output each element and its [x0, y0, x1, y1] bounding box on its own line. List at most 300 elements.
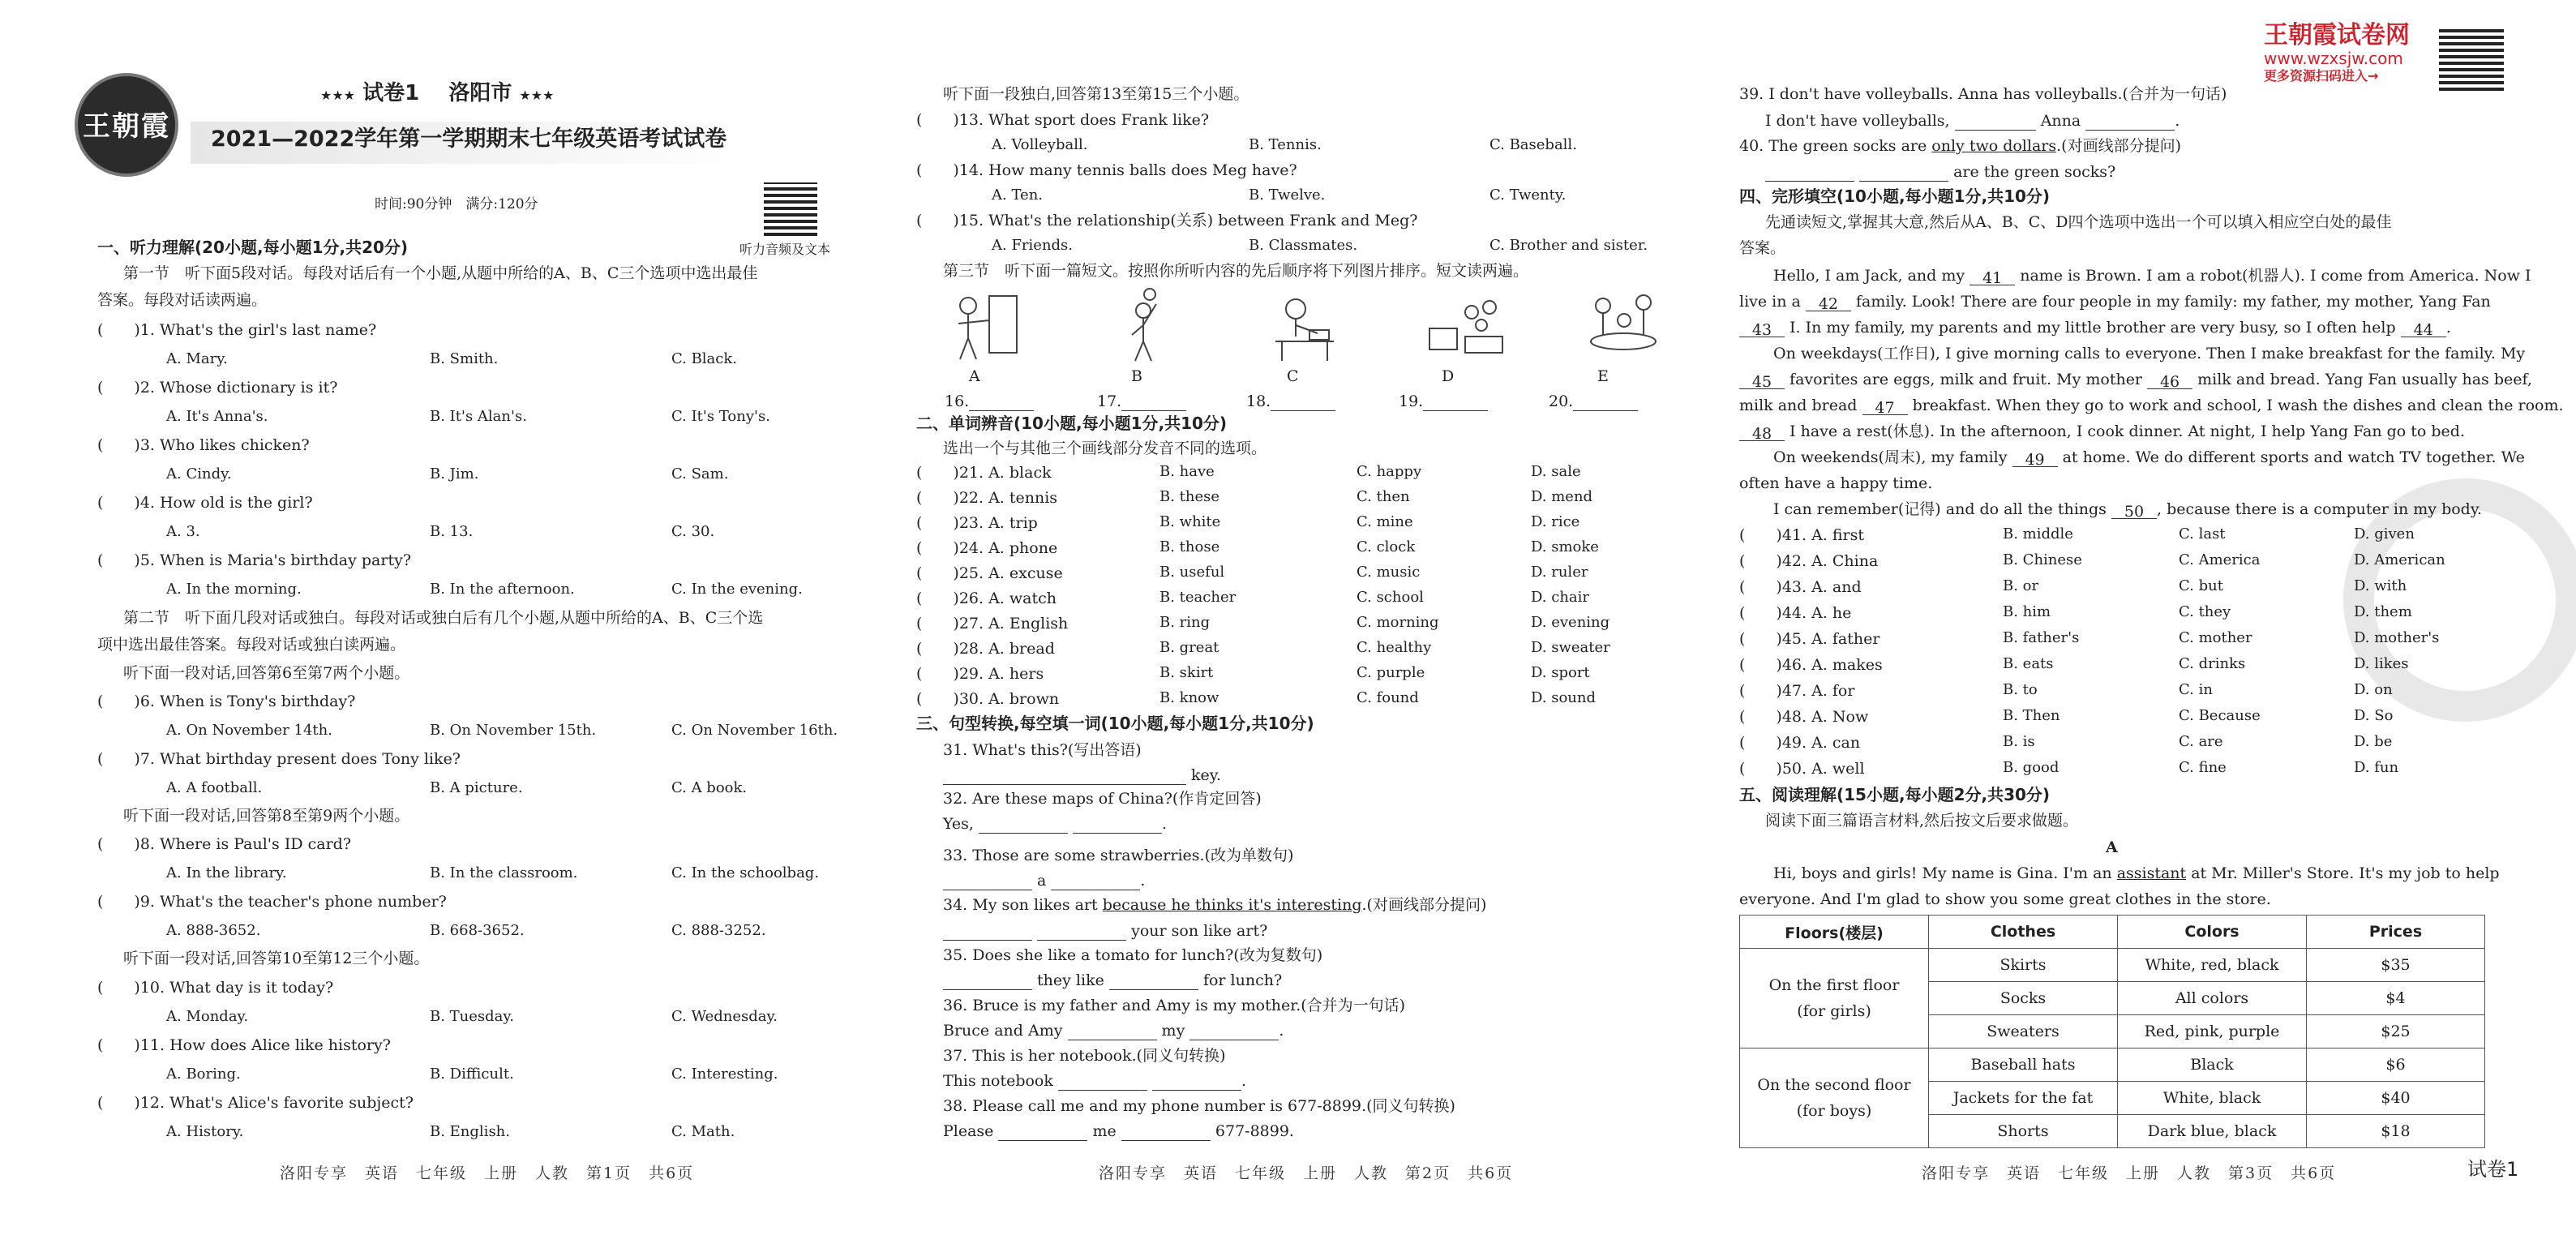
text: I don't have volleyballs, [1765, 112, 1950, 130]
page-1 [0, 0, 872, 1235]
sentence-33-answer: a . [943, 871, 1145, 890]
brand-url[interactable]: www.wzxsjw.com [2264, 49, 2403, 68]
text: me [1092, 1122, 1117, 1140]
cloze-option[interactable]: C. Because [2179, 707, 2261, 724]
option[interactable]: A. Mary. [166, 350, 228, 367]
option[interactable]: C. It's Tony's. [671, 408, 770, 425]
blank[interactable] [1037, 924, 1126, 941]
phonics-option[interactable]: B. have [1159, 463, 1215, 480]
phonics-option[interactable]: C. school [1357, 589, 1424, 606]
text: a [1037, 872, 1047, 890]
text: I have a rest(休息). In the afternoon, I cook dinner. At night, I help Yang Fan go to bed. [1789, 422, 2465, 440]
option[interactable]: A. History. [166, 1123, 244, 1140]
text: family. Look! There are four people in my family: my father, my mother, Yang Fan [1855, 293, 2491, 311]
phonics-option[interactable]: B. those [1159, 538, 1220, 555]
number: 18. [1246, 392, 1271, 410]
blank[interactable] [1073, 817, 1162, 834]
cloze-option[interactable]: B. is [2003, 733, 2035, 750]
cloze-option[interactable]: C. but [2179, 577, 2223, 594]
cloze-blank[interactable]: 46 [2147, 372, 2192, 389]
sentence-33: 33. Those are some strawberries.(改为单数句) [943, 847, 1294, 864]
text: Bruce and Amy [943, 1022, 1063, 1040]
blank[interactable] [1271, 394, 1335, 411]
group-instruction: 听下面一段对话,回答第10至第12三个小题。 [123, 950, 430, 967]
blank[interactable] [943, 973, 1032, 990]
option[interactable]: A. It's Anna's. [166, 408, 268, 425]
part-1-instructions: 第一节 听下面5段对话。每段对话后有一个小题,从题中所给的A、B、C三个选项中选出最佳 [123, 264, 758, 282]
text: I can remember(记得) and do all the things [1773, 500, 2107, 518]
picture-label: B [1131, 367, 1142, 385]
text: Yes, [943, 815, 974, 833]
question-5: ( )5. When is Maria's birthday party? [97, 551, 412, 569]
option[interactable]: C. In the schoolbag. [671, 864, 820, 881]
text: On weekends(周末), my family [1773, 448, 2008, 466]
cloze-option[interactable]: C. in [2179, 681, 2213, 698]
page-footer: 洛阳专享 英语 七年级 上册 人教 第3页 共6页 [1922, 1164, 2337, 1182]
phonics-option[interactable]: C. then [1357, 488, 1410, 505]
cloze-line-6 [1739, 396, 2564, 415]
phonics-option[interactable]: B. know [1159, 689, 1219, 706]
phonics-question: ( )25. A. excuse [916, 564, 1063, 582]
number: 17. [1097, 392, 1122, 410]
option[interactable]: C. Black. [671, 350, 737, 367]
blank[interactable] [1955, 114, 2036, 131]
table-cell: $40 [2307, 1082, 2485, 1115]
option[interactable]: A. Monday. [166, 1008, 249, 1025]
phonics-option[interactable]: B. skirt [1159, 664, 1214, 681]
option[interactable]: B. Twelve. [1249, 187, 1326, 204]
text: favorites are eggs, milk and fruit. My mother [1789, 371, 2143, 388]
option[interactable]: C. Twenty. [1489, 187, 1567, 204]
text: 677-8899. [1215, 1122, 1294, 1140]
column-header: Clothes [1929, 916, 2118, 949]
cloze-line-8 [1773, 448, 2525, 467]
table-cell: $25 [2307, 1015, 2485, 1048]
phonics-option[interactable]: D. mend [1531, 488, 1593, 505]
table-cell: Baseball hats [1929, 1048, 2118, 1082]
answer-17[interactable] [1097, 392, 1186, 411]
option[interactable]: A. Volleyball. [992, 136, 1088, 153]
option[interactable]: B. 13. [430, 523, 474, 540]
phonics-option[interactable]: D. sound [1531, 689, 1597, 706]
table-cell: Socks [1929, 982, 2118, 1015]
question-9: ( )9. What's the teacher's phone number? [97, 893, 447, 911]
column-header: Prices [2307, 916, 2485, 949]
option[interactable]: C. A book. [671, 779, 748, 796]
paper-heading [320, 81, 555, 105]
phonics-option[interactable]: D. evening [1531, 614, 1610, 631]
phonics-question: ( )30. A. brown [916, 690, 1060, 708]
cloze-question: ( )49. A. can [1739, 734, 1861, 752]
cloze-question: ( )43. A. and [1739, 578, 1862, 596]
text: at Mr. Miller's Store. It's my job to help [2186, 864, 2500, 882]
question-11: ( )11. How does Alice like history? [97, 1036, 391, 1054]
phonics-option[interactable]: B. these [1159, 488, 1220, 505]
table-cell: $35 [2307, 949, 2485, 982]
option[interactable]: B. Classmates. [1249, 237, 1358, 254]
cloze-option[interactable]: B. father's [2003, 629, 2080, 646]
phonics-option[interactable]: D. ruler [1531, 564, 1588, 581]
cloze-line-10 [1773, 500, 2482, 519]
cloze-question: ( )41. A. first [1739, 526, 1865, 544]
blank[interactable] [1109, 973, 1198, 990]
question-6: ( )6. When is Tony's birthday? [97, 693, 356, 710]
cloze-blank[interactable]: 48 [1739, 424, 1785, 441]
option[interactable]: B. Tennis. [1249, 136, 1322, 153]
section-2-instructions: 选出一个与其他三个画线部分发音不同的选项。 [943, 440, 1267, 457]
cloze-line-3: 43 I. In my family, my parents and my little brother are very busy, so I often help 44 . [1739, 318, 2451, 337]
cloze-line-5 [1739, 370, 2532, 389]
option[interactable]: B. A picture. [430, 779, 523, 796]
phonics-question: ( )28. A. bread [916, 640, 1055, 658]
phonics-question: ( )29. A. hers [916, 665, 1044, 683]
cloze-question: ( )42. A. China [1739, 552, 1879, 570]
page-3 [1731, 0, 2576, 1235]
number: 19. [1399, 392, 1424, 410]
cloze-option[interactable]: C. they [2179, 603, 2231, 620]
question-1: ( )1. What's the girl's last name? [97, 321, 377, 339]
cloze-blank[interactable]: 47 [1862, 398, 1908, 415]
cloze-blank[interactable]: 49 [2012, 450, 2058, 467]
phonics-question: ( )22. A. tennis [916, 489, 1058, 507]
text: your son like art? [1131, 922, 1268, 940]
audio-label: 听力音频及文本 [739, 242, 831, 257]
qr-code-icon[interactable] [764, 182, 817, 236]
option[interactable]: B. Smith. [430, 350, 499, 367]
page-footer: 洛阳专享 英语 七年级 上册 人教 第2页 共6页 [1099, 1164, 1514, 1182]
option[interactable]: B. Difficult. [430, 1066, 514, 1083]
option[interactable]: B. English. [430, 1123, 510, 1140]
cloze-option[interactable]: D. fun [2354, 759, 2399, 776]
cloze-blank[interactable]: 41 [1970, 268, 2015, 285]
picture-label: C [1287, 367, 1299, 385]
group-instruction: 听下面一段对话,回答第8至第9两个小题。 [123, 807, 410, 825]
picture-c-boy-at-desk-icon [1259, 288, 1348, 366]
cloze-option[interactable]: B. good [2003, 759, 2060, 776]
phonics-option[interactable]: C. clock [1357, 538, 1416, 555]
cloze-option[interactable]: B. to [2003, 681, 2038, 698]
text: 34. My son likes art [943, 896, 1103, 914]
text: at home. We do different sports and watch TV together. We [2062, 448, 2525, 466]
picture-e-family-dinner-icon [1579, 288, 1668, 366]
cloze-option[interactable]: C. America [2179, 551, 2261, 568]
option[interactable]: B. In the classroom. [430, 864, 578, 881]
part-2-instructions: 第二节 听下面几段对话或独白。每段对话或独白后有几个小题,从题中所给的A、B、C三个选 [123, 609, 764, 627]
exam-title: 2021—2022学年第一学期期末七年级英语考试试卷 [211, 127, 727, 152]
cloze-option[interactable]: D. on [2354, 681, 2393, 698]
blank[interactable] [943, 873, 1032, 890]
cloze-option[interactable]: B. middle [2003, 525, 2073, 542]
text: key. [1191, 766, 1222, 784]
cloze-option[interactable]: D. So [2354, 707, 2394, 724]
group-instruction: 听下面一段独白,回答第13至第15三个小题。 [943, 85, 1249, 103]
option[interactable]: C. Baseball. [1489, 136, 1577, 153]
option[interactable]: C. Wednesday. [671, 1008, 778, 1025]
cloze-option[interactable]: B. Then [2003, 707, 2060, 724]
phonics-option[interactable]: C. found [1357, 689, 1419, 706]
cloze-option[interactable]: C. mother [2179, 629, 2252, 646]
table-cell: $18 [2307, 1115, 2485, 1148]
cloze-option[interactable]: D. American [2354, 551, 2445, 568]
text: Anna [2040, 112, 2081, 130]
option[interactable]: B. Jim. [430, 465, 479, 482]
option[interactable]: A. Friends. [992, 237, 1074, 254]
table-cell: Jackets for the fat [1929, 1082, 2118, 1115]
floor-note: (for girls) [1797, 1002, 1871, 1020]
picture-label: D [1442, 367, 1455, 385]
table-cell: Sweaters [1929, 1015, 2118, 1048]
text: 40. The green socks are [1739, 137, 1932, 155]
option[interactable]: A. 888-3652. [166, 922, 261, 939]
cloze-option[interactable]: D. given [2354, 525, 2415, 542]
question-4: ( )4. How old is the girl? [97, 494, 313, 512]
cloze-question: ( )47. A. for [1739, 682, 1855, 700]
stars: ★★★ [320, 88, 356, 103]
cloze-option[interactable]: C. fine [2179, 759, 2227, 776]
answer-19[interactable] [1399, 392, 1488, 411]
option[interactable]: C. Interesting. [671, 1066, 778, 1083]
floor-cell [1740, 1048, 1929, 1148]
cloze-option[interactable]: C. drinks [2179, 655, 2246, 672]
option[interactable]: C. Sam. [671, 465, 729, 482]
phonics-option[interactable]: C. mine [1357, 513, 1413, 530]
phonics-option[interactable]: C. healthy [1357, 639, 1432, 656]
section-5-title: 五、阅读理解(15小题,每小题2分,共30分) [1739, 785, 2051, 804]
city: 洛阳市 [448, 81, 512, 105]
cloze-option[interactable]: B. eats [2003, 655, 2054, 672]
picture-a-girl-at-fridge-icon [941, 288, 1030, 366]
sentence-34-answer [943, 921, 1267, 941]
blank[interactable] [2085, 114, 2175, 131]
cloze-option[interactable]: C. are [2179, 733, 2223, 750]
column-header: Colors [2118, 916, 2307, 949]
cloze-line-2 [1739, 292, 2491, 311]
blank[interactable] [969, 394, 1034, 411]
text: Hi, boys and girls! My name is Gina. I'm an [1773, 864, 2117, 882]
cloze-blank[interactable]: 43 [1739, 320, 1785, 337]
picture-b-boy-playing-ball-icon [1103, 288, 1192, 366]
page-footer: 洛阳专享 英语 七年级 上册 人教 第1页 共6页 [280, 1164, 695, 1182]
option[interactable]: A. A football. [166, 779, 263, 796]
floor-label: On the second floor [1757, 1076, 1911, 1094]
text: Please [943, 1122, 994, 1140]
option[interactable]: C. Math. [671, 1123, 735, 1140]
phonics-option[interactable]: D. rice [1531, 513, 1580, 530]
passage-a-line-1 [1773, 864, 2500, 883]
wangzhaoxia-logo: 王朝霞 [75, 73, 178, 177]
cloze-blank[interactable]: 42 [1806, 294, 1851, 311]
table-cell: White, red, black [2118, 949, 2307, 982]
option[interactable]: A. In the library. [166, 864, 287, 881]
question-14: ( )14. How many tennis balls does Meg have? [916, 161, 1297, 179]
cloze-option[interactable]: D. likes [2354, 655, 2409, 672]
cloze-blank[interactable]: 44 [2401, 320, 2446, 337]
phonics-option[interactable]: B. great [1159, 639, 1219, 656]
option[interactable]: A. On November 14th. [166, 722, 332, 739]
text: name is Brown. I am a robot(机器人). I come from America. Now I [2020, 267, 2531, 285]
table-row [1740, 949, 2485, 982]
text: .(对画线部分提问) [1361, 896, 1487, 914]
floor-cell [1740, 949, 1929, 1048]
table-cell: All colors [2118, 982, 2307, 1015]
option[interactable]: B. In the afternoon. [430, 581, 575, 598]
question-3: ( )3. Who likes chicken? [97, 436, 310, 454]
cloze-line-1 [1773, 266, 2531, 285]
phonics-option[interactable]: B. ring [1159, 614, 1211, 631]
phonics-option[interactable]: C. purple [1357, 664, 1425, 681]
sentence-37-answer: This notebook . [943, 1072, 1247, 1090]
section-1-title: 一、听力理解(20小题,每小题1分,共20分) [97, 238, 409, 257]
floor-note: (for boys) [1796, 1102, 1872, 1120]
phonics-question: ( )27. A. English [916, 615, 1069, 633]
blank[interactable] [1859, 165, 1948, 182]
text: for lunch? [1202, 971, 1283, 989]
blank[interactable] [1152, 1074, 1241, 1091]
blank[interactable] [943, 768, 1186, 785]
option[interactable]: B. Tuesday. [430, 1008, 514, 1025]
picture-d-family-watching-tv-icon [1421, 288, 1511, 366]
blank[interactable] [998, 1124, 1087, 1141]
underlined-text: because he thinks it's interesting [1102, 896, 1362, 914]
text: Hello, I am Jack, and my [1773, 267, 1965, 285]
phonics-option[interactable]: D. sweater [1531, 639, 1610, 656]
cloze-option[interactable]: D. mother's [2354, 629, 2440, 646]
cloze-line-9: often have a happy time. [1739, 474, 1933, 492]
cloze-option[interactable]: D. be [2354, 733, 2393, 750]
sentence-40-answer [1765, 162, 2115, 182]
phonics-option[interactable]: D. smoke [1531, 538, 1599, 555]
cloze-blank[interactable]: 45 [1739, 372, 1785, 389]
blank[interactable] [1573, 394, 1638, 411]
sentence-35-answer [943, 971, 1282, 990]
section-2-title: 二、单词辨音(10小题,每小题1分,共10分) [916, 414, 1228, 433]
cloze-question: ( )50. A. well [1739, 760, 1865, 778]
cloze-question: ( )45. A. father [1739, 630, 1880, 648]
table-cell: Red, pink, purple [2118, 1015, 2307, 1048]
blank[interactable] [1121, 394, 1186, 411]
blank[interactable] [1121, 1124, 1211, 1141]
blank[interactable] [1068, 1023, 1157, 1040]
sentence-31-answer [943, 765, 1221, 785]
phonics-option[interactable]: B. useful [1159, 564, 1225, 581]
section-5-instructions: 阅读下面三篇语言材料,然后按文后要求做题。 [1765, 812, 2079, 830]
option[interactable]: C. In the evening. [671, 581, 803, 598]
answer-20[interactable] [1549, 392, 1638, 411]
table-header-row [1740, 916, 2485, 949]
option[interactable]: A. Cindy. [166, 465, 232, 482]
store-price-table [1739, 915, 2485, 1148]
sentence-36-answer: Bruce and Amy my . [943, 1022, 1284, 1040]
text: breakfast. When they go to work and school, I wash the dishes and clean the room. [1912, 397, 2564, 414]
cloze-option[interactable]: D. with [2354, 577, 2407, 594]
cloze-option[interactable]: C. last [2179, 525, 2226, 542]
text: .(对画线部分提问) [2056, 137, 2181, 155]
phonics-option[interactable]: D. sport [1531, 664, 1590, 681]
option[interactable]: B. It's Alan's. [430, 408, 527, 425]
text: This notebook [943, 1072, 1053, 1090]
text: are the green socks? [1953, 163, 2116, 181]
cloze-option[interactable]: B. Chinese [2003, 551, 2082, 568]
sentence-36: 36. Bruce is my father and Amy is my mother.(合并为一句话) [943, 997, 1406, 1014]
phonics-question: ( )23. A. trip [916, 514, 1038, 532]
phonics-option[interactable]: D. chair [1531, 589, 1589, 606]
option[interactable]: A. In the morning. [166, 581, 302, 598]
blank[interactable] [1423, 394, 1488, 411]
passage-label: A [2106, 838, 2118, 856]
text: milk and bread. Yang Fan usually has beef, [2197, 371, 2532, 388]
paper-number: 试卷1 [362, 81, 420, 105]
phonics-option[interactable]: C. music [1357, 564, 1421, 581]
sentence-35: 35. Does she like a tomato for lunch?(改为复数句) [943, 946, 1323, 964]
cloze-line-7 [1739, 422, 2465, 441]
brand-qr-code-icon[interactable] [2439, 26, 2504, 91]
part-1-instructions-2: 答案。每段对话读两遍。 [97, 291, 268, 309]
question-10: ( )10. What day is it today? [97, 979, 334, 997]
blank[interactable] [1058, 1074, 1147, 1091]
cloze-option[interactable]: B. or [2003, 577, 2039, 594]
phonics-option[interactable]: B. teacher [1159, 589, 1237, 606]
blank[interactable] [1765, 165, 1854, 182]
group-instruction: 听下面一段对话,回答第6至第7两个小题。 [123, 664, 410, 682]
sentence-39-answer: I don't have volleyballs, Anna . [1765, 112, 2180, 130]
blank[interactable] [1051, 873, 1140, 890]
phonics-option[interactable]: D. sale [1531, 463, 1581, 480]
brand-name[interactable]: 王朝霞试卷网 [2264, 21, 2410, 49]
phonics-question: ( )26. A. watch [916, 590, 1057, 607]
picture-label: A [969, 367, 980, 385]
sentence-32-answer: Yes, . [943, 815, 1168, 833]
section-4-instructions: 先通读短文,掌握其大意,然后从A、B、C、D四个选项中选出一个可以填入相应空白处的最佳 [1765, 213, 2392, 231]
text: , because there is a computer in my body. [2156, 500, 2483, 518]
option[interactable]: C. 30. [671, 523, 715, 540]
phonics-option[interactable]: C. morning [1357, 614, 1439, 631]
option[interactable]: A. Ten. [992, 187, 1044, 204]
option[interactable]: A. 3. [166, 523, 200, 540]
option[interactable]: B. 668-3652. [430, 922, 525, 939]
underlined-text: assistant [2116, 864, 2187, 882]
text: milk and bread [1739, 397, 1858, 414]
section-4-title: 四、完形填空(10小题,每小题1分,共10分) [1739, 187, 2051, 206]
page-2 [872, 0, 1731, 1235]
sentence-39: 39. I don't have volleyballs. Anna has volleyballs.(合并为一句话) [1739, 85, 2227, 103]
option[interactable]: B. On November 15th. [430, 722, 597, 739]
option[interactable]: C. On November 16th. [671, 722, 838, 739]
option[interactable]: A. Boring. [166, 1066, 241, 1083]
section-3-title: 三、句型转换,每空填一词(10小题,每小题1分,共10分) [916, 714, 1314, 733]
answer-18[interactable] [1246, 392, 1335, 411]
sentence-38: 38. Please call me and my phone number is 677-8899.(同义句转换) [943, 1097, 1455, 1115]
text: my [1161, 1022, 1185, 1040]
blank[interactable] [979, 817, 1068, 834]
table-cell: $4 [2307, 982, 2485, 1015]
part-2-instructions-2: 项中选出最佳答案。每段对话或独白读两遍。 [97, 636, 406, 654]
blank[interactable] [943, 924, 1032, 941]
paper-corner-label: 试卷1 [2467, 1158, 2519, 1181]
answer-16[interactable] [945, 392, 1034, 411]
brand-block [2264, 23, 2410, 84]
phonics-option[interactable]: B. white [1159, 513, 1221, 530]
text: I. In my family, my parents and my little brother are very busy, so I often help [1789, 319, 2396, 337]
cloze-option[interactable]: B. him [2003, 603, 2051, 620]
table-cell: Shorts [1929, 1115, 2118, 1148]
cloze-option[interactable]: D. them [2354, 603, 2412, 620]
option[interactable]: C. Brother and sister. [1489, 237, 1648, 254]
cloze-blank[interactable]: 50 [2111, 502, 2157, 519]
table-cell: White, black [2118, 1082, 2307, 1115]
phonics-option[interactable]: C. happy [1357, 463, 1422, 480]
option[interactable]: C. 888-3252. [671, 922, 766, 939]
blank[interactable] [1189, 1023, 1279, 1040]
